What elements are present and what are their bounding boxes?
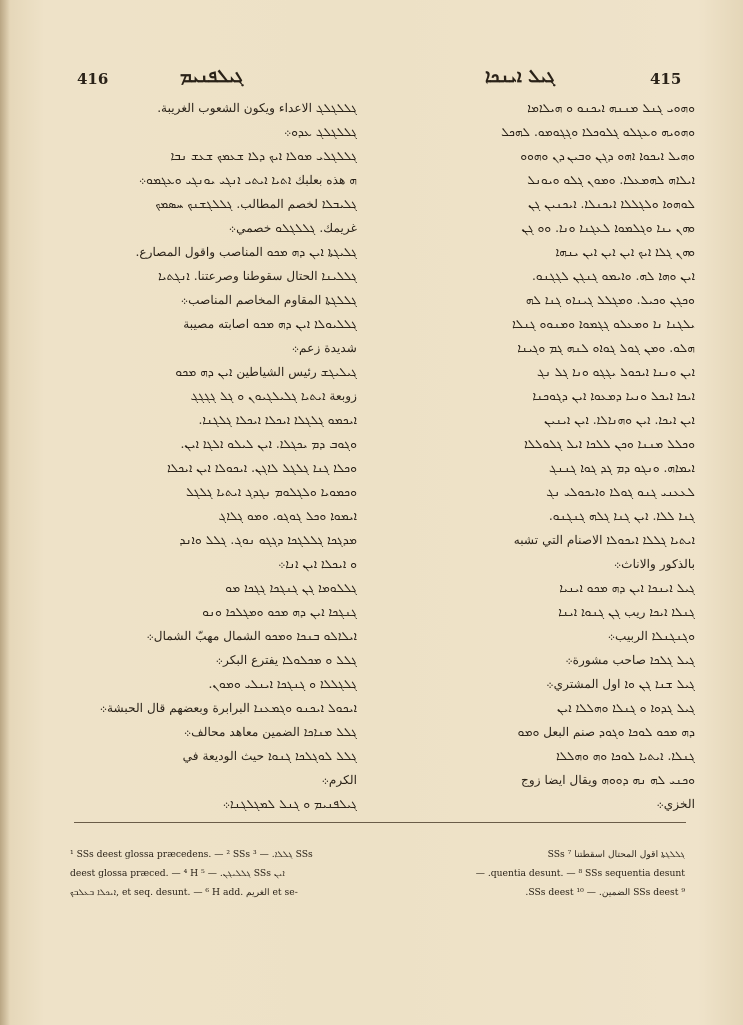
text-line: غريمك. ܓܠܠܓܠܘ خصمي܀ [228, 221, 357, 235]
text-line: ܓܝܠ ܓܕܘܐ ܘ ܓܢܠܐ ܘܗܠܠܐ ܐܝܢ [557, 701, 695, 715]
text-line: ܐܝܡܘܐ ܘܟܠ ܓܘܓܘ. ܘܡܘ ܓܠܐܓ [218, 509, 357, 523]
text-line: ܘܗܢ ܝܢܐ ܘܓܠܡܘܐ ܠܥܓܢܐ ܘܢܐ. ܘܘ ܓܢ [521, 221, 695, 235]
text-line: ܘܟܡܘܝܐ ܘܠܓܠܘܡ ܢܓܕܓ ܐܝܬܝܐ ܓܠܓܠ [185, 485, 357, 499]
text-line: ܗ هذه بعلبك ܐܬܝܐ ܐܝܬܝ ܐܢܓܝ ܝܘܢܓܝ ܘܥܓܡܘ܀ [138, 173, 357, 187]
footnote-line: ܓܠܠܓܬܐ اقول المحتال اسقطتنا SSs ⁷ [547, 849, 685, 860]
text-line: ܘܟܢܝ ܠܗ ܢܗ ܕܘܘܗ ويقال ايضا زوج [521, 773, 695, 787]
text-line: ܓܠܠ ܘ ܡܟܠܘܠܐ يفترع البكر܀ [215, 653, 357, 667]
text-line: ܘܟܠܠ ܡܢܢܐ ܘܟܢ ܠܠܟܐ ܐܝܠ ܓܠܘܠܠܐ [524, 437, 695, 451]
text-line: ܘܗܝܠ ܐܝܟܘܐ ܐܗܘ ܕܓܢ ܘܒܝܢ ܕܢ ܘܗܘܘ [520, 149, 695, 163]
text-line: ܓܠܠ ܡܢܐܟܐ الضمين معاهد محالف܀ [183, 725, 357, 739]
text-line: ܓܠܠܝܘܠܐ ܐܝܢ ܕܗ ܡܟܘ اصابته مصيبة [183, 317, 357, 331]
text-line: ܓܠܠܓܠ‌ܝ ܡܘܠܐ ܐܝܟ ܕܠܐ ܫܥܡܟ ܫܥܫ ܢܒܐ [170, 149, 357, 163]
left-page-text [52, 96, 357, 816]
text-line: ܓܠܠܘܡܐ ܓܢ ܓܢܓܟܐ ܓܓܟܐ ܡܘ [225, 581, 357, 595]
footnote-line: ¹ SSs deest glossa præcedens. — ² SSs ܓܠܠܐ. — ³ SSs [70, 849, 313, 860]
text-line: ܐܝܠܐܗ ܠܗܡܥܠܐ. ܘܡܘܢ ܓܠܘ ܘܝܘܢܠ [527, 173, 695, 187]
text-line: ܕܗ ܡܟܘ ܠܘܟܐ ܘܓܘܕ صنم البعل ܘܡܘ [517, 725, 695, 739]
footnote-line: ܐܝܟܠܐ ܒܥܠܒܟ, et seq. desunt. — ⁶ H add. الغريم et se- [70, 887, 298, 898]
text-line: ܝܠܓܢܐ ܢܐ ܘܡܥܠܘ ܓܓܡܘܐ ܘܡܢܘܘ ܓܢܠܐ [512, 317, 695, 331]
text-line: ܓܠܝܒܠܐ لخصم المطالب. ܓܠܠܓܫܢܟ ܚܣܡܟ [155, 197, 357, 211]
text-line: ܠܥܥܢܝ ܓܢܘ ܓܘܠܐ ܘܐܝܟܘܠܝ ܢܓ [546, 485, 695, 499]
left-footnotes [70, 845, 365, 902]
text-line: ܘܓܢܓܢܠܐ الربيب܀ [607, 629, 695, 643]
text-line: ܓܠܠ ܠܘܓܠܟܐ ܓܢܘܐ حيث الوديعة في [182, 749, 357, 763]
text-line: الخزي܀ [656, 797, 695, 811]
text-line: ܓܢܠܐ ܐܝܟܐ ريب ܓܢ ܓܢܘܐ ܐܝܢܐ [558, 605, 695, 619]
text-line: ܓܝܠ ܫܢܐ ܓܢ ܘܐ اول المشتري܀ [546, 677, 695, 691]
running-head-left: ܓܝܠܦܢܝܡ [180, 66, 244, 87]
text-line: ܓܝܠ ܐܝܢܟܐ ܐܝܢ ܕܗ ܡܟܘ ܐܝܢܝܐ [559, 581, 695, 595]
page-number-right: 415 [650, 70, 682, 88]
text-line: زوبعة ܐܝܬܝܐ ܓܠܝܠܓܝܘܢ ܘ ܓܠ ܓܓܓܓ [190, 389, 357, 403]
text-line: ܐܝܢ ܐܝܟܐ. ܐܝܢ ܘܗܢܐܠܐ. ܐܝܢ ܐܝܢܝܢ [544, 413, 695, 427]
text-line: ܘܓܘܒ ܕܡ ܝܟܓܠܐ. ܐܝܢ ܠܝܠܘ ܐܠܓܐ ܐܝܢ. [180, 437, 357, 451]
text-line: ܓܝܠܦܢܝܡ ܘ ܓܢܠ ܠܡܓܠܓܢܐ܀ [222, 797, 357, 811]
text-line: ܓܠܠܝܢܐ الحتال سقوطنا وصرعتنا. ܐܢܓܬܝܐ [158, 269, 357, 283]
text-line: ܓܢܠܐ. ܐܝܬܝܐ ܠܘܟܐ ܘܗ ܘܗܠܠܐ [556, 749, 695, 763]
text-line: ܓܢܓܟܐ ܐܝܢ ܕܗ ܡܟܘ ܘܡܓܠܟܐ ܘܢܘ [202, 605, 357, 619]
running-head-right: ܓܝܠ ܐܝܢܟܐ [485, 66, 556, 87]
text-line: ܐܝܬܝܐ ܓܠܠܐ ܐܝܟܘܠܐ الاصنام التي تشبه [513, 533, 695, 547]
text-line: ܓܠܠܓܠܓ الاعداء ويكون الشعوب الغريبة. [157, 101, 357, 115]
text-line: ܗܠܘ. ܘܡܢ ܓܘܠ ܓܘܐܘ ܠܢܗ ܓܡ ܘܓܝܢܐ [517, 341, 695, 355]
text-line: ܐܝܟܘܠ ܐܝܟܢܘ ܘܓܡܥܢܐ البرابرة وبعضهم قال الحبشة܀ [99, 701, 357, 715]
text-line: ܘܗܢ ܓܠܐ ܐܝܟ ܐܝܢ ܐܝܢ ܐܝܢ ܝܢܗܐ [555, 245, 695, 259]
text-line: ܓܠܓܠܠܐ ܘ ܓܢܓܟܐ ܐܝܢܠܝ ܘܡܘܢ. [208, 677, 357, 691]
text-line: ܐܝܡܐܗ. ܘܢܓܘ ܕܡ ܓܕ ܓܘܐ ܓܢܢܓ [548, 461, 695, 475]
text-line: ܓܝܠ ܓܠܟܐ صاحب مشورة܀ [565, 653, 695, 667]
footnote-line: ⁹ SSs deest الضمين. — ¹⁰ SSs deest. [525, 887, 685, 898]
footnote-rule [74, 822, 686, 823]
text-line: ܘܗܘܝ ܓܢܠ ܡܢܢܗ ܐܝܟܢܘ ܘ ܗܝܠܐܡܐ [527, 101, 695, 115]
footnote-line: quentia desunt. — ⁸ SSs sequentia desunt. — [475, 868, 685, 879]
text-line: ܘܟܠܐ ܓܢܐ ܓܠܓܠ ܠܐܓܢ. ܐܝܟܘܠܐ ܐܝܢ ܐܝܟܠܐ [167, 461, 357, 475]
text-line: ܘܟܓܢ ܘܟܝܠ. ܘܡܓܠܠ ܓܝܢܐܘ ܓܢܐ ܠܗ [525, 293, 695, 307]
right-footnotes [390, 845, 685, 902]
text-line: ܐܝܟܡܘ ܓܠܓܠܐ ܐܝܟܠܐ ܐܝܟܠܐ ܓܠܓܢܐ. [198, 413, 357, 427]
text-line: ܓܠܠܓܠܓ ܥܕܘ܀ [283, 125, 357, 139]
text-line: ܓܠܝܓܬܐ ܐܝܢ ܕܗ ܡܟܘ المناصب واقول المصارع. [135, 245, 357, 259]
text-line: الكرم܀ [321, 773, 357, 787]
text-line: ܓܠܠܓܬܐ المقاوم المخاصم المناصب܀ [180, 293, 357, 307]
text-line: ܐܝܢ ܘܗܐ ܠܗ. ܘܐܝܡܘ ܓܢܓܢ ܠܓܓܢܘ. [531, 269, 695, 283]
text-line: ܠܘܗܘܐ ܘܠܓܠܠܐ ܐܝܟܢܠܐ. ܐܝܟܢܝܢ ܓܢ [528, 197, 695, 211]
text-line: بالذكور والاناث܀ [613, 557, 695, 571]
text-line: شديدة زعم܀ [291, 341, 357, 355]
page-number-left: 416 [77, 70, 109, 88]
text-line: ܡܕܓܟܐ ܓܠܠܓܟܐ ܕܓܓܘ ܢܘܓ. ܓܠܠ ܘܐܢܕ [179, 533, 357, 547]
footnote-line: deest glossa præced. — ⁴ H ܓܠܠܝܓܢ. — ⁵ SSs ܐܝܢ [70, 868, 285, 879]
page-gutter [0, 0, 10, 1025]
text-line: ܐܝܟܐ ܐܝܟܠ ܘܢܝܐ ܕܡܥܘܐ ܐܝܢ ܕܓܘܟܢܐ [532, 389, 695, 403]
text-line: ܐܝܢ ܘܢܢܐ ܐܝܟܘܠ ܝܓܓܘ ܘܢܐ ܓܠ ܢܓ [536, 365, 695, 379]
text-line: ܓܢܐ ܠܠܐ. ܐܝܢ ܓܢܐ ܓܠܗ ܓܢܓܢܘ. [548, 509, 695, 523]
text-line: ܐܝܠܐܠܘ ܒܢܟܐ ܘܡܟܘ الشمال مهبّ الشمال܀ [146, 629, 357, 643]
text-line: ܘ ܐܝܟܠܐ ܐܝܢ ܐܢܐ܀ [278, 557, 357, 571]
text-line: ܓܝܠܝܓܫ رئيس الشياطين ܐܝܢ ܕܗ ܡܟܘ [175, 365, 357, 379]
right-page-text [390, 96, 695, 816]
text-line: ܘܗܘܝܗ ܘܥܓܠܘ ܓܠܘܟܠܐ ܘܓܓܘܡܘ. ܠܗܟܠ [501, 125, 695, 139]
